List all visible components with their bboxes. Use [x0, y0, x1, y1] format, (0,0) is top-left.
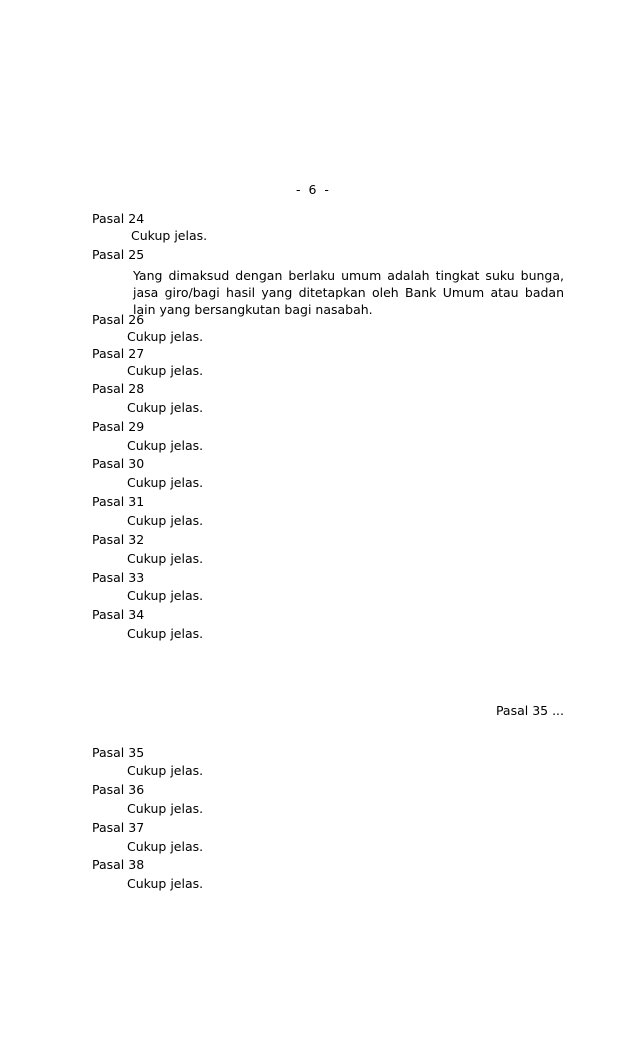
article-text: Cukup jelas. [127, 626, 204, 641]
article-heading: Pasal 35 [92, 745, 145, 760]
article-text: Cukup jelas. [127, 329, 204, 344]
article-heading: Pasal 24 [92, 211, 145, 226]
article-heading: Pasal 33 [92, 570, 145, 585]
article-text: Cukup jelas. [127, 513, 204, 528]
article-heading: Pasal 30 [92, 456, 145, 471]
article-text: Cukup jelas. [127, 588, 204, 603]
article-heading: Pasal 31 [92, 494, 145, 509]
article-text: Cukup jelas. [127, 363, 204, 378]
article-heading: Pasal 34 [92, 607, 145, 622]
article-text: Cukup jelas. [131, 228, 208, 243]
article-heading: Pasal 29 [92, 419, 145, 434]
article-text: Cukup jelas. [127, 551, 204, 566]
paragraph-line: lain yang bersangkutan bagi nasabah. [133, 302, 373, 317]
article-text: Cukup jelas. [127, 801, 204, 816]
article-text: Cukup jelas. [127, 400, 204, 415]
page-number: - 6 - [296, 182, 329, 197]
article-text: Cukup jelas. [127, 438, 204, 453]
article-text: Cukup jelas. [127, 876, 204, 891]
article-heading: Pasal 28 [92, 381, 145, 396]
article-heading: Pasal 26 [92, 312, 145, 327]
paragraph-line: jasa giro/bagi hasil yang ditetapkan oleh Bank Umum atau badan [133, 285, 564, 300]
article-heading: Pasal 27 [92, 346, 145, 361]
article-text: Cukup jelas. [127, 839, 204, 854]
article-text: Cukup jelas. [127, 475, 204, 490]
article-paragraph [133, 267, 564, 318]
article-heading: Pasal 36 [92, 782, 145, 797]
article-heading: Pasal 37 [92, 820, 145, 835]
article-heading: Pasal 38 [92, 857, 145, 872]
article-heading: Pasal 32 [92, 532, 145, 547]
paragraph-line: Yang dimaksud dengan berlaku umum adalah tingkat suku bunga, [133, 268, 564, 283]
article-text: Cukup jelas. [127, 763, 204, 778]
article-heading: Pasal 25 [92, 247, 145, 262]
continuation-marker: Pasal 35 ... [495, 703, 564, 718]
